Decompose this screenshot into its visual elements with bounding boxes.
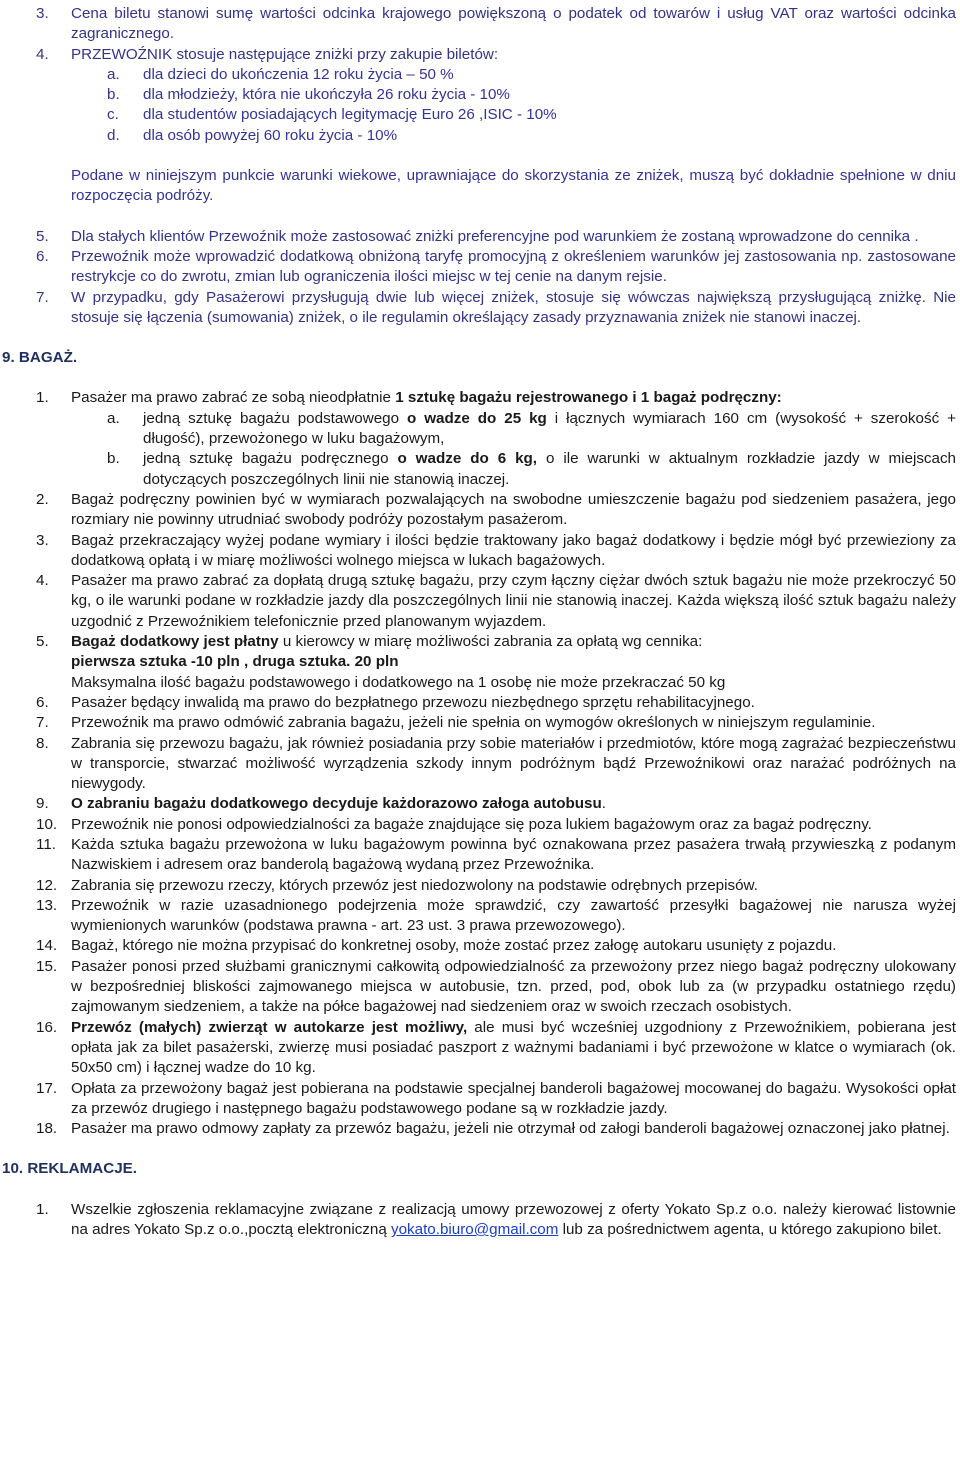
- item-number: 12.: [36, 876, 58, 894]
- item-text: dla osób powyżej 60 roku życia - 10%: [143, 126, 398, 144]
- list-item-9-2: [0, 490, 960, 531]
- spacer: [0, 1139, 960, 1159]
- spacer: [0, 1180, 960, 1200]
- list-item-9-9: [0, 794, 960, 814]
- list-item-8-5: [0, 227, 960, 247]
- list-item-9-4: [0, 571, 960, 632]
- list-item-10-1: [0, 1200, 960, 1241]
- item-text: dla studentów posiadających legitymację Euro 26 ,ISIC - 10%: [143, 106, 557, 124]
- item-number: 3.: [36, 5, 49, 22]
- item-text: Pasażer ma prawo zabrać ze sobą nieodpłatnie: [71, 389, 396, 407]
- email-link[interactable]: yokato.biuro@gmail.com: [391, 1221, 559, 1239]
- section-heading-bagaz: 9. BAGAŻ.: [2, 349, 78, 367]
- baggage-price-line: pierwsza sztuka -10 pln , druga sztuka. 20 pln: [71, 653, 399, 671]
- note-text: Podane w niniejszym punkcie warunki wiekowe, uprawniające do skorzystania ze zniżek, muszą być dokładnie spełnione w dniu rozpoczęcia podróży.: [71, 167, 956, 205]
- list-item-9-12: [0, 876, 960, 896]
- item-text: Pasażer ponosi przed służbami granicznymi całkowitą odpowiedzialność za przewożony przez niego bagaż podręczny ulokowany w bezpośredniej bliskości zajmowanego miejsca w autobusie, tzn. przed, pod, obok lub za (w przypadku ostatniego rzędu) zajmowanym siedzeniem, a także na półce bagażowej nad siedzeniem oraz w swoich rzeczach osobistych.: [71, 957, 956, 1016]
- item-number: 4.: [36, 572, 49, 590]
- item-text: Bagaż przekraczający wyżej podane wymiary i ilości będzie traktowany jako bagaż dodatkowy i będzie mógł być przewieziony za dodatkową opłatą i w miarę możliwości wolnego miejsca w lukach bagażowych.: [71, 531, 956, 569]
- item-number: 14.: [36, 937, 58, 955]
- list-item-9-16: [0, 1018, 960, 1079]
- list-item-9-3: [0, 531, 960, 572]
- spacer: [0, 328, 960, 348]
- item-text: Pasażer będący inwalidą ma prawo do bezpłatnego przewozu niezbędnego sprzętu rehabilitacyjnego.: [71, 693, 755, 711]
- item-text: ale musi być wcześniej uzgodniony z Przewoźnikiem, pobierana jest opłata jak za bilet pasażerski, zwierzę musi posiadać paszport z ważnymi badaniami i być przewożone w klatce o wymiarach (ok. 50x50 cm) i łącznej wadze do 10 kg.: [71, 1018, 956, 1077]
- discount-item-b: [0, 85, 960, 105]
- item-text: Każda sztuka bagażu przewożona w luku bagażowym powinna być oznakowana przez pasażera trwałą przywieszką z podanym Nazwiskiem i adresem oraz banderolą bagażową wydaną przez Przewoźnika.: [71, 835, 956, 874]
- list-item-8-6: [0, 247, 960, 288]
- list-item-8-7: [0, 288, 960, 329]
- item-bold-text: 1 sztukę bagażu rejestrowanego i 1 bagaż podręczny:: [395, 389, 782, 407]
- item-number: 5.: [36, 633, 49, 651]
- document: [0, 4, 960, 1240]
- item-text: Dla stałych klientów Przewoźnik może zastosować zniżki preferencyjne pod warunkiem że zostaną wprowadzone do cennika .: [71, 227, 919, 245]
- item-number: 13.: [36, 896, 58, 914]
- discount-item-a: [0, 65, 960, 85]
- spacer: [0, 146, 960, 166]
- item-text: dla młodzieży, która nie ukończyła 26 roku życia - 10%: [143, 86, 510, 104]
- item-number: 5.: [36, 227, 49, 245]
- item-number: 6.: [36, 693, 49, 711]
- list-item-9-17: [0, 1079, 960, 1120]
- item-text: Zabrania się przewozu rzeczy, których przewóz jest niedozwolony na podstawie odrębnych przepisów.: [71, 876, 758, 894]
- list-item-9-8: [0, 734, 960, 795]
- item-number: 1.: [36, 389, 49, 407]
- list-item-9-1: [0, 388, 960, 408]
- age-conditions-note: [0, 166, 960, 207]
- item-text: Pasażer ma prawo zabrać za dopłatą drugą sztukę bagażu, przy czym łączny ciężar dwóch sztuk bagażu nie może przekroczyć 50 kg, o ile warunki podane w rozkładzie jazdy dla poszczególnych linii nie stanowią inaczej. Każda większą ilość sztuk bagażu należy uzgodnić z Przewoźnikiem telefonicznie przed planowanym wyjazdem.: [71, 572, 956, 630]
- item-number: 17.: [36, 1079, 58, 1097]
- discount-item-d: [0, 126, 960, 146]
- item-text: W przypadku, gdy Pasażerowi przysługują dwie lub więcej zniżek, stosuje się wówczas największą przysługującą zniżkę. Nie stosuje się łączenia (sumowania) zniżek, o ile regulamin określający zasady przyznawania zniżek nie stanowi inaczej.: [71, 288, 956, 326]
- item-text: dla dzieci do ukończenia 12 roku życia – 50 %: [143, 65, 454, 83]
- item-number: 4.: [36, 45, 49, 63]
- item-number: 15.: [36, 957, 58, 975]
- list-item-9-5: [0, 632, 960, 693]
- item-bold-text: o wadze do 25 kg: [407, 409, 547, 427]
- spacer: [0, 368, 960, 388]
- item-number: 7.: [36, 714, 49, 732]
- item-text: u kierowcy w miarę możliwości zabrania za opłatą wg cennika:: [278, 633, 703, 651]
- item-number: 7.: [36, 288, 49, 306]
- item-number: 18.: [36, 1120, 58, 1138]
- item-number: 9.: [36, 795, 49, 813]
- spacer: [0, 207, 960, 227]
- item-text: Przewoźnik może wprowadzić dodatkową obniżoną taryfę promocyjną z określeniem warunków jej zastosowania np. zastosowane restrykcje co do zwrotu, zmian lub ograniczenia ilości miejsc w tej cenie na danym rejsie.: [71, 247, 956, 286]
- list-item-9-10: [0, 815, 960, 835]
- item-text: jedną sztukę bagażu podręcznego: [143, 450, 398, 468]
- item-number: 8.: [36, 734, 49, 752]
- item-text: jedną sztukę bagażu podstawowego: [143, 409, 407, 427]
- section-heading-reklamacje: 10. REKLAMACJE.: [2, 1160, 138, 1178]
- discount-item-c: [0, 105, 960, 125]
- list-item-9-1a: [0, 409, 960, 450]
- item-bold-text: o wadze do 6 kg,: [397, 450, 538, 468]
- item-bold-text: O zabraniu bagażu dodatkowego decyduje każdorazowo załoga autobusu: [71, 795, 602, 813]
- item-bold-text: Przewóz (małych) zwierząt w autokarze jest możliwy,: [71, 1018, 468, 1036]
- list-item-9-1b: [0, 449, 960, 490]
- item-text: Opłata za przewożony bagaż jest pobierana na podstawie specjalnej banderoli bagażowej mocowanej do bagażu. Wysokości opłat za przewóz drugiego i następnego bagażu podstawowego podane są w rozkładzie jazdy.: [71, 1079, 956, 1117]
- item-letter: c.: [107, 106, 119, 124]
- list-item-9-14: [0, 936, 960, 956]
- item-text: Przewoźnik ma prawo odmówić zabrania bagażu, jeżeli nie spełnia on wymogów określonych w niniejszym regulaminie.: [71, 714, 876, 732]
- item-letter: b.: [107, 450, 120, 468]
- item-text: Bagaż podręczny powinien być w wymiarach pozwalających na swobodne umieszczenie bagażu pod siedzeniem pasażera, jego rozmiary nie powinny utrudniać swobody podróży pozostałym pasażerom.: [71, 490, 956, 529]
- item-number: 6.: [36, 247, 49, 265]
- list-item-9-13: [0, 896, 960, 937]
- item-text: Zabrania się przewozu bagażu, jak również posiadania przy sobie materiałów i przedmiotów, które mogą zagrażać bezpieczeństwu w transporcie, stwarzać możliwość wyrządzenia szkody innym podróżnym bądź Przewoźnikowi oraz narażać podróżnych na niewygody.: [71, 734, 956, 793]
- item-text: Bagaż, którego nie można przypisać do konkretnej osoby, może zostać przez załogę autokaru usunięty z pojazdu.: [71, 937, 837, 955]
- item-letter: b.: [107, 86, 120, 104]
- item-letter: a.: [107, 65, 120, 83]
- item-text: lub za pośrednictwem agenta, u którego zakupiono bilet.: [558, 1221, 942, 1239]
- item-number: 10.: [36, 815, 58, 833]
- item-text: Przewoźnik nie ponosi odpowiedzialności za bagaże znajdujące się poza lukiem bagażowym oraz za bagaż podręczny.: [71, 815, 872, 833]
- item-letter: a.: [107, 409, 120, 427]
- item-number: 2.: [36, 490, 49, 508]
- list-item-8-3: [0, 4, 960, 45]
- item-text: Przewoźnik w razie uzasadnionego podejrzenia może sprawdzić, czy zawartość przesyłki bagażowej nie narusza wyżej wymienionych warunków (podstawa prawna - art. 23 ust. 3 prawa przewozowego).: [71, 896, 956, 935]
- list-item-9-7: [0, 713, 960, 733]
- list-item-8-4: [0, 45, 960, 65]
- item-number: 3.: [36, 531, 49, 549]
- item-text: Cena biletu stanowi sumę wartości odcinka krajowego powiększoną o podatek od towarów i usług VAT oraz wartości odcinka zagranicznego.: [71, 5, 956, 43]
- list-item-9-15: [0, 957, 960, 1018]
- item-number: 16.: [36, 1018, 58, 1036]
- item-text: .: [601, 795, 607, 813]
- item-number: 11.: [36, 835, 56, 853]
- item-text: Wszelkie zgłoszenia reklamacyjne związane z realizacją umowy przewozowej z oferty Yokato Sp.z o.o. należy kierować listownie na adres Yokato Sp.z o.o.,pocztą elektroniczną: [71, 1200, 956, 1239]
- item-text: Pasażer ma prawo odmowy zapłaty za przewóz bagażu, jeżeli nie otrzymał od załogi banderoli bagażowej oznaczonej jako płatnej.: [71, 1120, 950, 1138]
- item-text: i łącznych wymiarach 160 cm (wysokość + szerokość + długość), przewożonego w luku bagażowym,: [143, 409, 956, 448]
- item-letter: d.: [107, 126, 120, 144]
- list-item-9-6: [0, 693, 960, 713]
- item-number: 1.: [36, 1200, 49, 1218]
- list-item-9-18: [0, 1119, 960, 1139]
- max-weight-line: Maksymalna ilość bagażu podstawowego i dodatkowego na 1 osobę nie może przekraczać 50 kg: [71, 673, 726, 691]
- item-text: PRZEWOŹNIK stosuje następujące zniżki przy zakupie biletów:: [71, 45, 499, 63]
- item-bold-text: Bagaż dodatkowy jest płatny: [71, 633, 279, 651]
- item-text: o ile warunki w aktualnym rozkładzie jazdy w miejscach dotyczących poszczególnych linii nie stanowią inaczej.: [143, 450, 956, 488]
- list-item-9-11: [0, 835, 960, 876]
